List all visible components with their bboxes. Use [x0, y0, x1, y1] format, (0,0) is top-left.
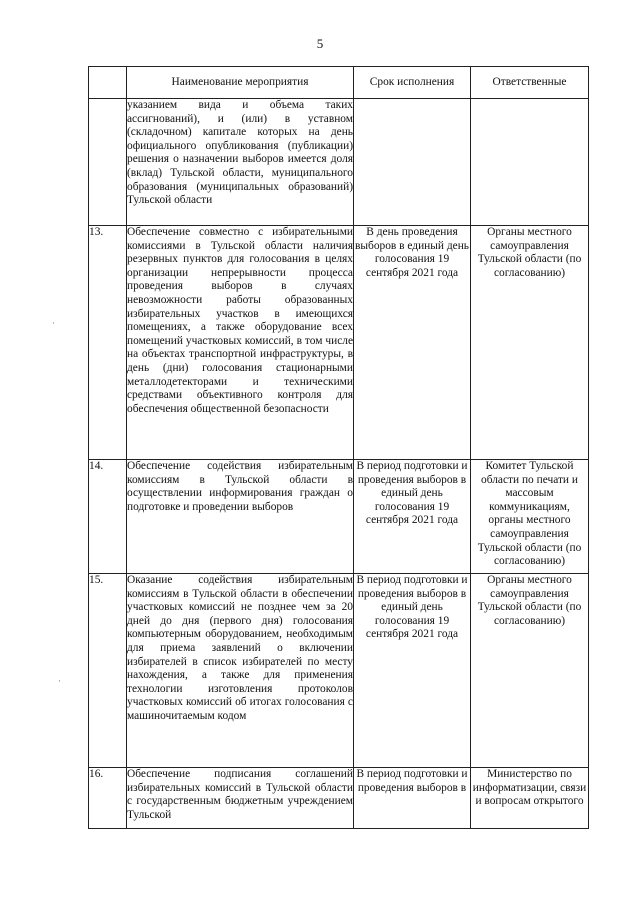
row-number: 16.	[89, 768, 127, 829]
row-number	[89, 99, 127, 226]
table-row	[89, 99, 589, 226]
row-name: Обеспечение совместно с избирательными комиссиями в Тульской области наличия резервных пунктов для голосования в целях организации непрерывности процесса проведения выборов в случаях невозможности работы образованных избирательных участков в имеющихся помещениях, а также оборудование всех помещений участковых комиссий, в том числе на объектах транспортной инфраструктуры, в день (дни) голосования стационарными металлодетекторами и техническими средствами объективного контроля для обеспечения общественной безопасности	[127, 226, 354, 460]
row-term	[354, 99, 471, 226]
row-term: В день проведения выборов в единый день голосования 19 сентября 2021 года	[354, 226, 471, 460]
header-num	[89, 67, 127, 99]
row-number: 15.	[89, 574, 127, 768]
row-name: Оказание содействия избирательным комиссиям в Тульской области в обеспечении участковых комиссий не позднее чем за 20 дней до дня (первого дня) голосования компьютерным оборудованием, необходимым для приема заявлений о включении избирателей в список избирателей по месту нахождения, а также для применения технологии изготовления протоколов участковых комиссий об итогах голосования с машиночитаемым кодом	[127, 574, 354, 768]
table-row	[89, 768, 589, 829]
table-row	[89, 574, 589, 768]
header-name: Наименование мероприятия	[127, 67, 354, 99]
header-responsible: Ответственные	[471, 67, 589, 99]
row-number: 14.	[89, 460, 127, 574]
row-name: Обеспечение содействия избирательным комиссиям в Тульской области в осуществлении информирования граждан о подготовке и проведении выборов	[127, 460, 354, 574]
table-header-row	[89, 67, 589, 99]
row-responsible: Органы местного самоуправления Тульской области (по согласованию)	[471, 226, 589, 460]
row-term: В период подготовки и проведения выборов в единый день голосования 19 сентября 2021 года	[354, 460, 471, 574]
row-name: Обеспечение подписания соглашений избирательных комиссий в Тульской области с государственным бюджетным учреждением Тульской	[127, 768, 354, 829]
header-term: Срок исполнения	[354, 67, 471, 99]
table-row	[89, 460, 589, 574]
scan-speck: ·	[52, 318, 55, 328]
table-row	[89, 226, 589, 460]
events-table	[88, 66, 589, 829]
row-term: В период подготовки и проведения выборов в единый день голосования 19 сентября 2021 года	[354, 574, 471, 768]
row-name: указанием вида и объема таких ассигнований), и (или) в уставном (складочном) капитале которых на день официального опубликования (публикации) решения о назначении выборов имеется доля (вклад) Тульской области, муниципального образования (муниципальных образований) Тульской области	[127, 99, 354, 226]
row-responsible: Министерство по информатизации, связи и вопросам открытого	[471, 768, 589, 829]
page-number: 5	[316, 36, 324, 51]
row-number: 13.	[89, 226, 127, 460]
row-responsible: Органы местного самоуправления Тульской области (по согласованию)	[471, 574, 589, 768]
row-term: В период подготовки и проведения выборов в	[354, 768, 471, 829]
row-responsible	[471, 99, 589, 226]
scan-speck: ·	[58, 676, 61, 686]
row-responsible: Комитет Тульской области по печати и массовым коммуникациям, органы местного самоуправления Тульской области (по согласованию)	[471, 460, 589, 574]
